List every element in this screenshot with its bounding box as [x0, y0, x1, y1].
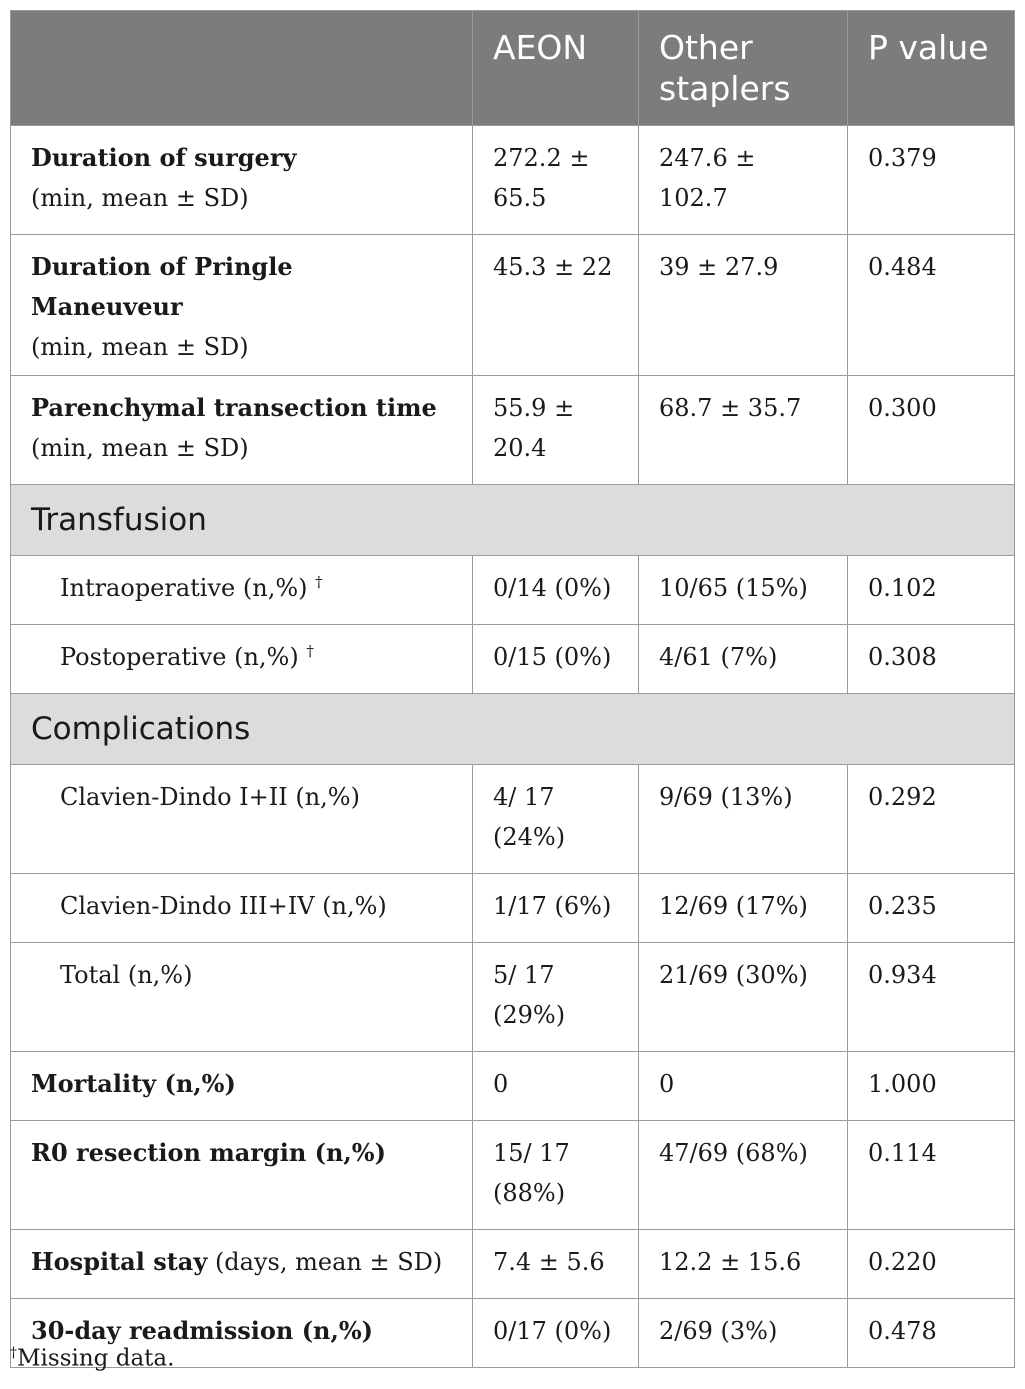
- other-cell: 0: [639, 1052, 848, 1121]
- table-row: [11, 556, 1015, 625]
- other-cell: 4/61 (7%): [639, 625, 848, 694]
- p-value-cell: 0.220: [848, 1230, 1015, 1299]
- header-other-staplers: Other staplers: [639, 11, 848, 126]
- p-value-cell: 0.292: [848, 765, 1015, 874]
- table-row: [11, 1230, 1015, 1299]
- row-label-cell: [11, 1230, 473, 1299]
- row-label: Duration of Pringle Maneuveur: [31, 252, 293, 321]
- footnote-mark: †: [10, 1345, 17, 1361]
- row-sublabel: (min, mean ± SD): [31, 333, 249, 361]
- row-label: Duration of surgery: [31, 143, 297, 172]
- table-row: [11, 126, 1015, 235]
- table-row: [11, 235, 1015, 376]
- row-sublabel: (min, mean ± SD): [31, 434, 249, 462]
- aeon-cell: 0: [473, 1052, 639, 1121]
- other-cell: 2/69 (3%): [639, 1299, 848, 1368]
- aeon-cell: 0/17 (0%): [473, 1299, 639, 1368]
- row-sublabel: (min, mean ± SD): [31, 184, 249, 212]
- row-label-cell: R0 resection margin (n,%): [11, 1121, 473, 1230]
- row-label-cell: [11, 235, 473, 376]
- results-table: [10, 10, 1015, 1368]
- table-row: [11, 1121, 1015, 1230]
- row-sublabel: (days, mean ± SD): [214, 1248, 443, 1276]
- header-p-value: P value: [848, 11, 1015, 126]
- table-row: [11, 1052, 1015, 1121]
- p-value-cell: 1.000: [848, 1052, 1015, 1121]
- aeon-cell: 0/14 (0%): [473, 556, 639, 625]
- row-label-cell: Clavien-Dindo I+II (n,%): [11, 765, 473, 874]
- row-label: Hospital stay: [31, 1247, 208, 1276]
- row-label-cell: [11, 556, 473, 625]
- other-cell: 247.6 ± 102.7: [639, 126, 848, 235]
- row-label-cell: [11, 625, 473, 694]
- aeon-cell: 272.2 ± 65.5: [473, 126, 639, 235]
- other-cell: 47/69 (68%): [639, 1121, 848, 1230]
- p-value-cell: 0.114: [848, 1121, 1015, 1230]
- aeon-cell: 45.3 ± 22: [473, 235, 639, 376]
- other-cell: 10/65 (15%): [639, 556, 848, 625]
- row-label: Parenchymal transection time: [31, 393, 437, 422]
- table-row: [11, 874, 1015, 943]
- row-label: Intraoperative (n,%): [60, 574, 308, 602]
- p-value-cell: 0.478: [848, 1299, 1015, 1368]
- p-value-cell: 0.379: [848, 126, 1015, 235]
- footnote: [10, 1345, 174, 1372]
- other-cell: 68.7 ± 35.7: [639, 376, 848, 485]
- table-row: [11, 943, 1015, 1052]
- p-value-cell: 0.300: [848, 376, 1015, 485]
- aeon-cell: 0/15 (0%): [473, 625, 639, 694]
- aeon-cell: 4/ 17 (24%): [473, 765, 639, 874]
- other-cell: 9/69 (13%): [639, 765, 848, 874]
- other-cell: 39 ± 27.9: [639, 235, 848, 376]
- other-cell: 12.2 ± 15.6: [639, 1230, 848, 1299]
- aeon-cell: 5/ 17 (29%): [473, 943, 639, 1052]
- other-cell: 21/69 (30%): [639, 943, 848, 1052]
- header-empty: [11, 11, 473, 126]
- row-label-cell: Total (n,%): [11, 943, 473, 1052]
- aeon-cell: 1/17 (6%): [473, 874, 639, 943]
- header-aeon: AEON: [473, 11, 639, 126]
- footnote-text: Missing data.: [17, 1345, 175, 1372]
- dagger-mark: †: [306, 642, 314, 660]
- p-value-cell: 0.308: [848, 625, 1015, 694]
- p-value-cell: 0.235: [848, 874, 1015, 943]
- table-row: [11, 625, 1015, 694]
- p-value-cell: 0.102: [848, 556, 1015, 625]
- row-label-cell: Clavien-Dindo III+IV (n,%): [11, 874, 473, 943]
- row-label-cell: 30-day readmission (n,%): [11, 1299, 473, 1368]
- row-label-cell: [11, 376, 473, 485]
- row-label-cell: Mortality (n,%): [11, 1052, 473, 1121]
- aeon-cell: 7.4 ± 5.6: [473, 1230, 639, 1299]
- p-value-cell: 0.484: [848, 235, 1015, 376]
- section-title: Transfusion: [11, 485, 1015, 556]
- p-value-cell: 0.934: [848, 943, 1015, 1052]
- dagger-mark: †: [315, 573, 323, 591]
- header-row: [11, 11, 1015, 126]
- row-label-cell: [11, 126, 473, 235]
- section-row-transfusion: [11, 485, 1015, 556]
- section-title: Complications: [11, 694, 1015, 765]
- table-row: [11, 376, 1015, 485]
- aeon-cell: 15/ 17 (88%): [473, 1121, 639, 1230]
- other-cell: 12/69 (17%): [639, 874, 848, 943]
- section-row-complications: [11, 694, 1015, 765]
- aeon-cell: 55.9 ± 20.4: [473, 376, 639, 485]
- table-row: [11, 765, 1015, 874]
- row-label: Postoperative (n,%): [60, 643, 299, 671]
